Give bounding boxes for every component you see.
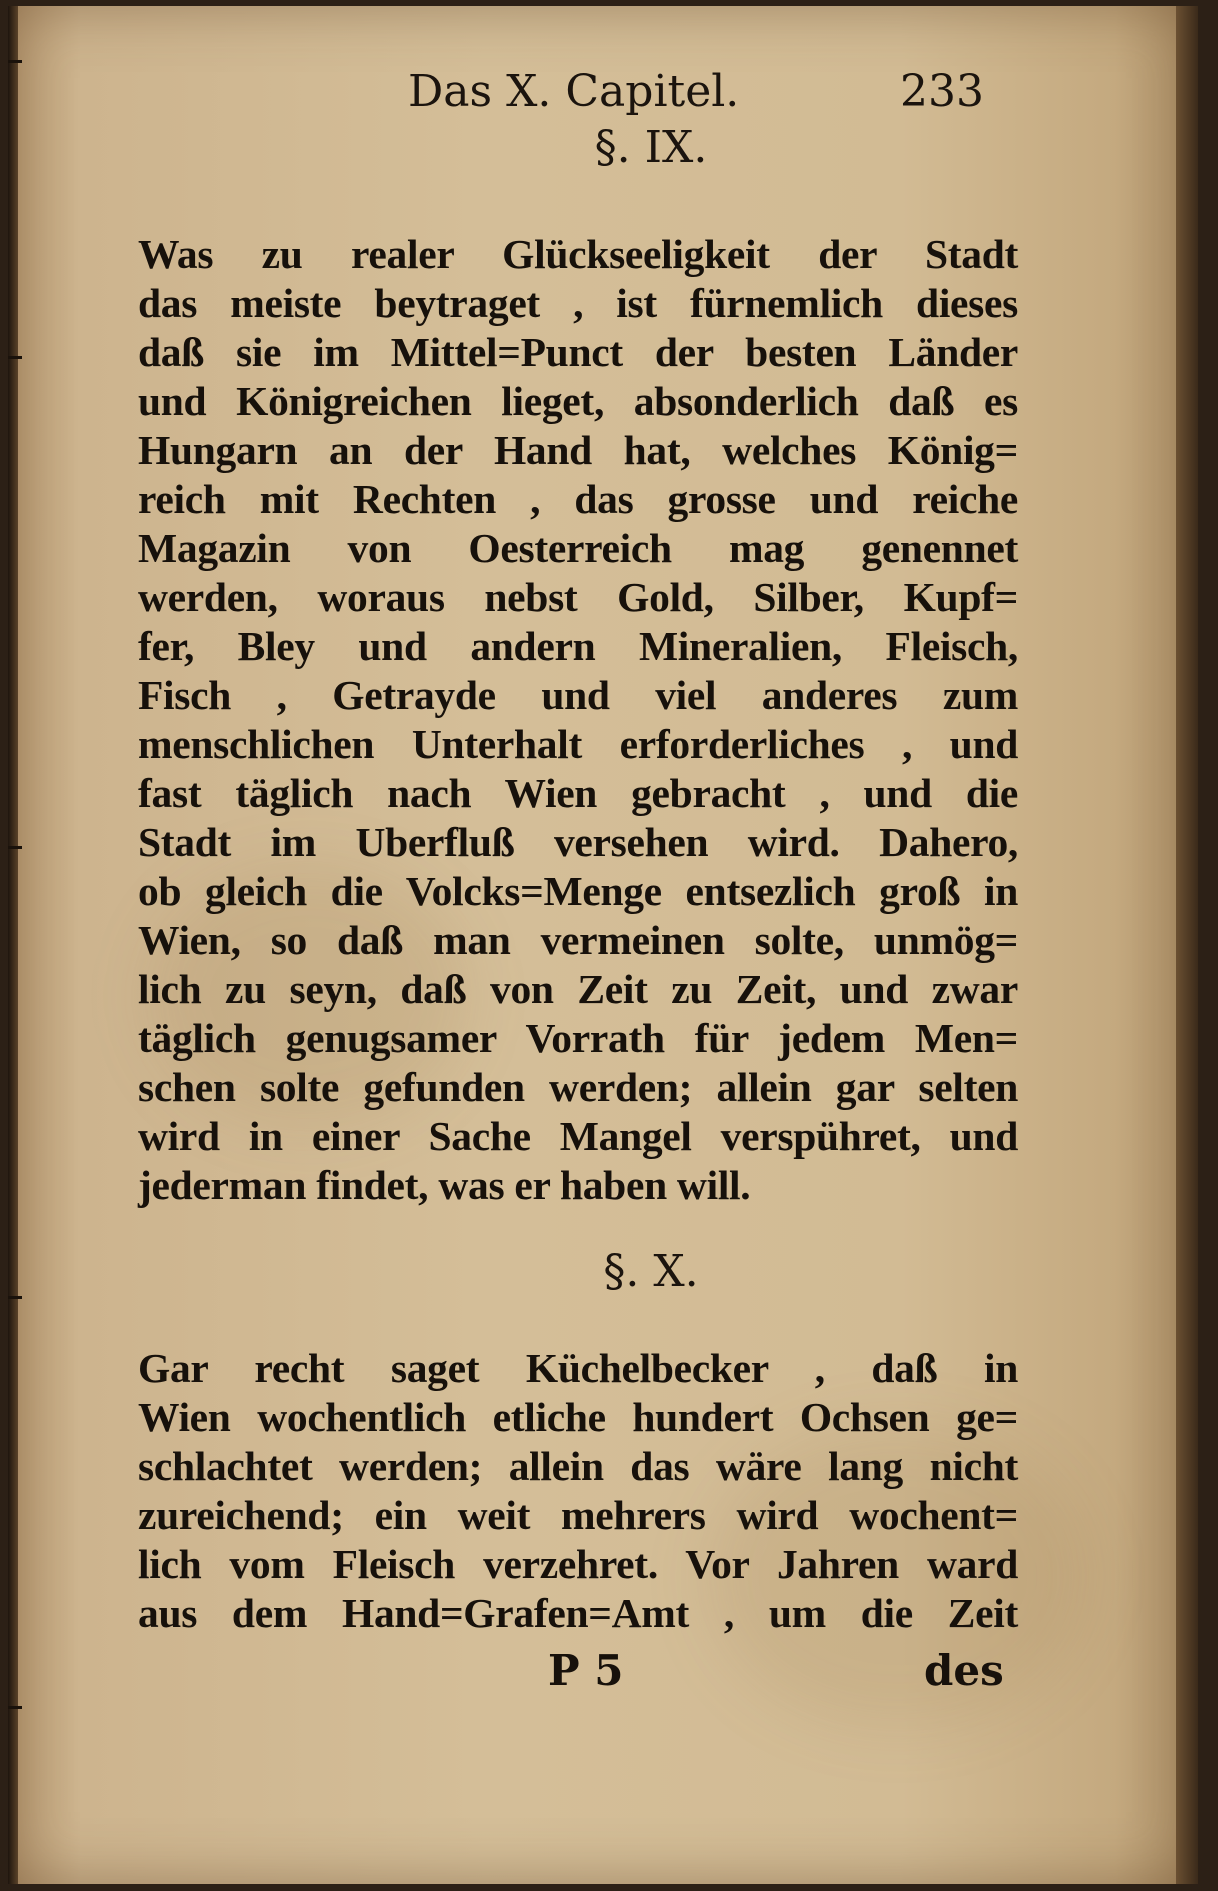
text-line: reich mit Rechten , das grosse und reiche [138,476,1018,522]
section-heading: §. X. [603,1246,699,1297]
text-line: fast täglich nach Wien gebracht , und die [138,770,1018,816]
page-gutter [8,6,18,1884]
binding-stitch [8,1296,22,1299]
page-number: 233 [900,66,984,117]
text-line: zureichend; ein weit mehrers wird wochent= [138,1492,1018,1538]
text-line: Wien, so daß man vermeinen solte, unmög= [138,917,1018,963]
page-edge [1176,6,1198,1884]
page-footer [8,1646,1198,1706]
text-line: Was zu realer Glückseeligkeit der Stadt [138,231,1018,277]
section-x-paragraph [138,1344,1018,1638]
binding-stitch [8,1706,22,1709]
signature-mark: P 5 [548,1646,624,1695]
text-line: Magazin von Oesterreich mag genennet [138,525,1018,571]
running-header [388,66,988,126]
text-line: Stadt im Uberfluß versehen wird. Dahero, [138,819,1018,865]
text-line: täglich genugsamer Vorrath für jedem Men= [138,1015,1018,1061]
text-line: fer, Bley und andern Mineralien, Fleisch, [138,623,1018,669]
text-line: daß sie im Mittel=Punct der besten Länder [138,329,1018,375]
text-line: ob gleich die Volcks=Menge entsezlich groß in [138,868,1018,914]
text-line: das meiste beytraget , ist fürnemlich dieses [138,280,1018,326]
catchword: des [924,1646,1004,1695]
text-line: lich vom Fleisch verzehret. Vor Jahren ward [138,1541,1018,1587]
text-line: Hungarn an der Hand hat, welches König= [138,427,1018,473]
text-line: Gar recht saget Küchelbecker , daß in [138,1345,1018,1391]
chapter-title: Das X. Capitel. [408,66,740,117]
text-line: werden, woraus nebst Gold, Silber, Kupf= [138,574,1018,620]
text-line: Fisch , Getrayde und viel anderes zum [138,672,1018,718]
text-line: und Königreichen lieget, absonderlich daß es [138,378,1018,424]
text-line: lich zu seyn, daß von Zeit zu Zeit, und zwar [138,966,1018,1012]
binding-stitch [8,846,22,849]
text-line: wird in einer Sache Mangel verspühret, und [138,1113,1018,1159]
text-line: menschlichen Unterhalt erforderliches , und [138,721,1018,767]
binding-stitch [8,356,22,359]
text-line: schlachtet werden; allein das wäre lang nicht [138,1443,1018,1489]
text-line: jederman findet, was er haben will. [138,1162,751,1208]
book-page [8,6,1198,1884]
section-heading: §. IX. [594,122,708,173]
binding-stitch [8,60,22,63]
section-ix-paragraph [138,230,1018,1210]
text-line: aus dem Hand=Grafen=Amt , um die Zeit [138,1590,1018,1636]
text-line: Wien wochentlich etliche hundert Ochsen ge= [138,1394,1018,1440]
text-line: schen solte gefunden werden; allein gar selten [138,1064,1018,1110]
